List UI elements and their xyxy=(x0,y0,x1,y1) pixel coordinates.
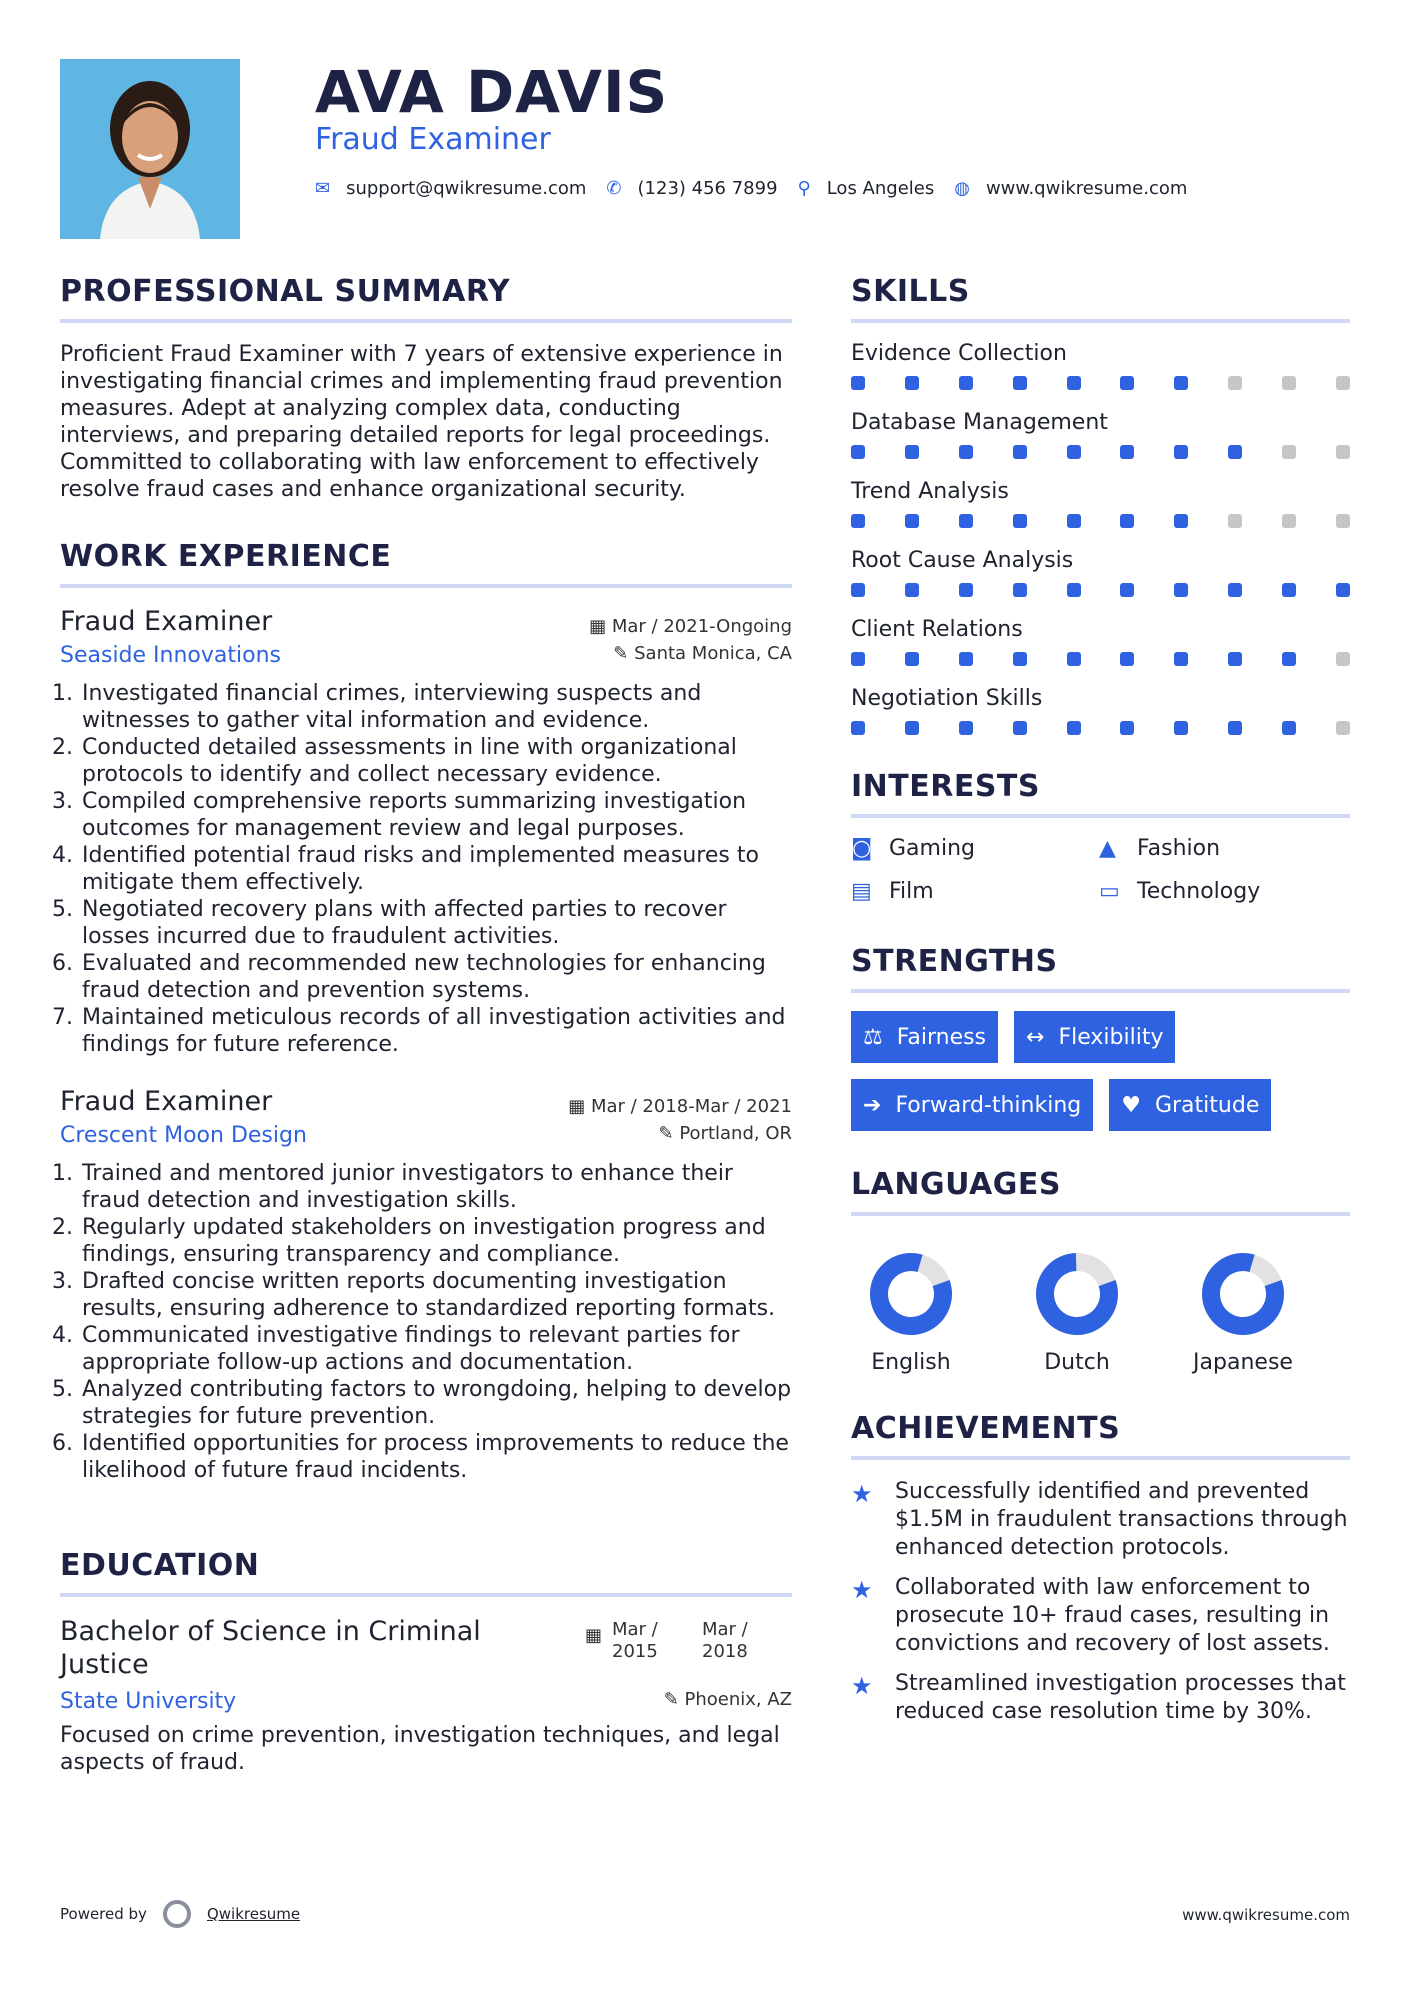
skill-dot xyxy=(1228,514,1242,528)
languages-heading: LANGUAGES xyxy=(851,1167,1350,1216)
skill-dot xyxy=(851,445,865,459)
company-name: Crescent Moon Design xyxy=(60,1123,307,1148)
skill-dot xyxy=(905,445,919,459)
skill-dot xyxy=(1013,376,1027,390)
skill-rating xyxy=(851,583,1350,597)
skill-dot xyxy=(905,652,919,666)
skill-rating xyxy=(851,376,1350,390)
strength-badge: ➔ Forward-thinking xyxy=(851,1079,1093,1131)
skill-dot xyxy=(905,376,919,390)
job-location: ✎ Santa Monica, CA xyxy=(613,643,792,664)
skill-dot xyxy=(959,445,973,459)
language-item xyxy=(1183,1234,1349,1375)
phone-number[interactable]: (123) 456 7899 xyxy=(637,178,778,199)
skill-item xyxy=(851,617,1350,666)
skill-dot xyxy=(1228,445,1242,459)
job-title: Fraud Examiner xyxy=(60,1086,273,1117)
education-dates: ▦ Mar / 2015 Mar / 2018 xyxy=(584,1619,748,1662)
job-date: ▦ Mar / 2021-Ongoing xyxy=(589,616,792,637)
skill-dot xyxy=(1282,514,1296,528)
strengths-list xyxy=(851,1011,1350,1131)
skill-dot xyxy=(851,514,865,528)
skill-dot xyxy=(851,583,865,597)
skill-dot xyxy=(959,376,973,390)
list-item: 4. Identified potential fraud risks and implemented measures to mitigate them effectively. xyxy=(80,842,792,896)
skill-dot xyxy=(959,514,973,528)
list-item: 2. Conducted detailed assessments in line with organizational protocols to identify and collect necessary evidence. xyxy=(80,734,792,788)
job-title: Fraud Examiner xyxy=(60,606,273,637)
job-date: ▦ Mar / 2018-Mar / 2021 xyxy=(568,1096,792,1117)
strength-badge: ♥ Gratitude xyxy=(1109,1079,1271,1131)
list-item: 3. Drafted concise written reports documenting investigation results, ensuring adherence to standardized reporting formats. xyxy=(80,1268,792,1322)
star-icon: ★ xyxy=(851,1576,873,1604)
qwikresume-link[interactable]: Qwikresume xyxy=(206,1905,301,1923)
list-item: 5. Analyzed contributing factors to wrongdoing, helping to develop strategies for future prevention. xyxy=(80,1376,792,1430)
skill-dot xyxy=(905,721,919,735)
list-item: 5. Negotiated recovery plans with affected parties to recover losses incurred due to fraudulent activities. xyxy=(80,896,792,950)
heart-icon: ♥ xyxy=(1121,1092,1141,1118)
skill-dot xyxy=(1120,376,1134,390)
interest-item: ▤ Film xyxy=(851,879,934,904)
skill-dot xyxy=(1067,652,1081,666)
skill-rating xyxy=(851,514,1350,528)
skill-item xyxy=(851,341,1350,390)
skill-dot xyxy=(1228,652,1242,666)
skill-dot xyxy=(1013,445,1027,459)
school-name: State University xyxy=(60,1689,237,1714)
skill-dot xyxy=(1228,376,1242,390)
interest-item: ▲ Fashion xyxy=(1099,836,1221,861)
skill-dot xyxy=(1013,652,1027,666)
skill-dot xyxy=(851,376,865,390)
skills-list xyxy=(851,341,1350,735)
degree-title: Bachelor of Science in Criminal Justice xyxy=(60,1616,481,1680)
summary-text: Proficient Fraud Examiner with 7 years of extensive experience in investigating financial crimes and implementing fraud prevention measures. Adept at analyzing complex data, conducting interviews, and preparing detailed reports for legal proceedings. Committed to collaborating with law enforcement to effectively resolve fraud cases and enhance organizational security. xyxy=(60,342,783,502)
star-icon: ★ xyxy=(851,1672,873,1700)
job-bullets xyxy=(60,1160,792,1484)
globe-icon: ◍ xyxy=(954,178,970,199)
skill-dot xyxy=(1120,721,1134,735)
education-description: Focused on crime prevention, investigation techniques, and legal aspects of fraud. xyxy=(60,1723,780,1775)
envelope-icon: ✉ xyxy=(315,178,331,199)
skill-dot xyxy=(851,721,865,735)
list-item: 6. Identified opportunities for process improvements to reduce the likelihood of future fraud incidents. xyxy=(80,1430,792,1484)
list-item: 4. Communicated investigative findings to relevant parties for appropriate follow-up actions and documentation. xyxy=(80,1322,792,1376)
skill-dot xyxy=(1336,514,1350,528)
skill-dot xyxy=(1228,583,1242,597)
language-item xyxy=(1017,1234,1183,1375)
education-heading: EDUCATION xyxy=(60,1548,792,1597)
skill-dot xyxy=(1067,445,1081,459)
right-column xyxy=(851,274,1350,1738)
footer-branding xyxy=(60,1900,300,1928)
skill-name: Evidence Collection xyxy=(851,341,1067,366)
skill-dot xyxy=(1174,514,1188,528)
skills-heading: SKILLS xyxy=(851,274,1350,323)
skill-dot xyxy=(1282,583,1296,597)
achievements-list xyxy=(851,1478,1350,1726)
skill-dot xyxy=(1120,583,1134,597)
interests-list xyxy=(851,836,1350,904)
pin-icon: ✎ xyxy=(663,1689,685,1710)
location-text: Los Angeles xyxy=(826,178,935,199)
map-pin-icon: ⚲ xyxy=(797,178,811,199)
skill-dot xyxy=(1282,721,1296,735)
website-link[interactable]: www.qwikresume.com xyxy=(985,178,1188,199)
skill-dot xyxy=(851,652,865,666)
skill-dot xyxy=(959,652,973,666)
pin-icon: ✎ xyxy=(613,643,635,664)
contact-bar xyxy=(315,178,1207,199)
qwikresume-logo-icon xyxy=(163,1900,191,1928)
skill-name: Trend Analysis xyxy=(851,479,1009,504)
list-item: 6. Evaluated and recommended new technologies for enhancing fraud detection and prevention systems. xyxy=(80,950,792,1004)
skill-dot xyxy=(1282,445,1296,459)
interest-item: ▭ Technology xyxy=(1099,879,1261,904)
skill-dot xyxy=(1336,583,1350,597)
skill-dot xyxy=(1336,445,1350,459)
powered-by-text: Powered by xyxy=(60,1905,147,1923)
film-icon: ▤ xyxy=(851,879,872,904)
language-name: English xyxy=(871,1350,951,1375)
skill-dot xyxy=(1013,583,1027,597)
star-icon: ★ xyxy=(851,1480,873,1508)
skill-dot xyxy=(959,583,973,597)
languages-list xyxy=(851,1234,1350,1375)
list-item: 1. Investigated financial crimes, interviewing suspects and witnesses to gather vital information and evidence. xyxy=(80,680,792,734)
skill-dot xyxy=(1336,376,1350,390)
skill-dot xyxy=(905,514,919,528)
interests-heading: INTERESTS xyxy=(851,769,1350,818)
skill-name: Client Relations xyxy=(851,617,1023,642)
skill-item xyxy=(851,548,1350,597)
list-item: 7. Maintained meticulous records of all investigation activities and findings for future reference. xyxy=(80,1004,792,1058)
language-name: Dutch xyxy=(1044,1350,1110,1375)
strengths-heading: STRENGTHS xyxy=(851,944,1350,993)
achievements-heading: ACHIEVEMENTS xyxy=(851,1411,1350,1460)
achievement-item: ★ Collaborated with law enforcement to prosecute 10+ fraud cases, resulting in convictions and recovery of lost assets. xyxy=(851,1575,1330,1656)
skill-dot xyxy=(1282,652,1296,666)
candidate-role: Fraud Examiner xyxy=(315,122,551,157)
job-bullets xyxy=(60,680,792,1058)
skill-dot xyxy=(1120,514,1134,528)
skill-dot xyxy=(1013,514,1027,528)
skill-dot xyxy=(1174,652,1188,666)
school-location: ✎ Phoenix, AZ xyxy=(663,1689,792,1710)
skill-name: Root Cause Analysis xyxy=(851,548,1074,573)
language-donut xyxy=(1035,1252,1119,1336)
language-donut xyxy=(1201,1252,1285,1336)
summary-heading: PROFESSIONAL SUMMARY xyxy=(60,274,792,323)
skill-dot xyxy=(1336,652,1350,666)
arrow-right-icon: ➔ xyxy=(863,1092,882,1118)
skill-name: Database Management xyxy=(851,410,1108,435)
left-column xyxy=(60,274,792,1776)
language-donut xyxy=(869,1252,953,1336)
email-link[interactable]: support@qwikresume.com xyxy=(346,178,587,199)
skill-dot xyxy=(905,583,919,597)
calendar-icon: ▦ xyxy=(584,1625,602,1646)
calendar-icon: ▦ xyxy=(589,616,612,637)
skill-dot xyxy=(1120,445,1134,459)
skill-dot xyxy=(1174,583,1188,597)
company-name: Seaside Innovations xyxy=(60,643,281,668)
skill-item xyxy=(851,686,1350,735)
arrows-horizontal-icon: ↔ xyxy=(1026,1024,1045,1050)
job-location: ✎ Portland, OR xyxy=(658,1123,792,1144)
strength-badge: ↔ Flexibility xyxy=(1014,1011,1175,1063)
skill-rating xyxy=(851,652,1350,666)
job-entry xyxy=(60,1086,792,1484)
achievement-item: ★ Successfully identified and prevented $1.5M in fraudulent transactions through enhanced detection protocols. xyxy=(851,1479,1348,1560)
skill-dot xyxy=(1282,376,1296,390)
skill-name: Negotiation Skills xyxy=(851,686,1043,711)
calendar-icon: ▦ xyxy=(568,1096,591,1117)
skill-dot xyxy=(1336,721,1350,735)
skill-dot xyxy=(959,721,973,735)
skill-dot xyxy=(1067,721,1081,735)
strength-badge: ⚖ Fairness xyxy=(851,1011,998,1063)
skill-dot xyxy=(1120,652,1134,666)
language-item xyxy=(851,1234,1017,1375)
balance-scale-icon: ⚖ xyxy=(863,1024,883,1050)
list-item: 3. Compiled comprehensive reports summarizing investigation outcomes for management review and legal purposes. xyxy=(80,788,792,842)
achievement-item: ★ Streamlined investigation processes that reduced case resolution time by 30%. xyxy=(851,1671,1346,1724)
footer-website[interactable]: www.qwikresume.com xyxy=(1182,1906,1350,1924)
shopping-bag-icon: ▲ xyxy=(1099,836,1116,861)
list-item: 2. Regularly updated stakeholders on investigation progress and findings, ensuring transparency and compliance. xyxy=(80,1214,792,1268)
skill-dot xyxy=(1067,514,1081,528)
skill-item xyxy=(851,410,1350,459)
experience-heading: WORK EXPERIENCE xyxy=(60,539,792,588)
interest-item: ◙ Gaming xyxy=(851,836,975,861)
skill-rating xyxy=(851,445,1350,459)
phone-icon: ✆ xyxy=(606,178,622,199)
skill-rating xyxy=(851,721,1350,735)
skill-dot xyxy=(1013,721,1027,735)
skill-dot xyxy=(1174,445,1188,459)
gamepad-icon: ◙ xyxy=(851,836,873,861)
skill-dot xyxy=(1228,721,1242,735)
language-name: Japanese xyxy=(1193,1350,1293,1375)
pin-icon: ✎ xyxy=(658,1123,680,1144)
skill-dot xyxy=(1174,721,1188,735)
skill-dot xyxy=(1067,376,1081,390)
job-entry xyxy=(60,606,792,1058)
laptop-icon: ▭ xyxy=(1099,879,1120,904)
list-item: 1. Trained and mentored junior investigators to enhance their fraud detection and investigation skills. xyxy=(80,1160,792,1214)
skill-dot xyxy=(1174,376,1188,390)
skill-dot xyxy=(1067,583,1081,597)
skill-item xyxy=(851,479,1350,528)
candidate-name: AVA DAVIS xyxy=(315,58,669,126)
profile-photo xyxy=(60,59,240,239)
